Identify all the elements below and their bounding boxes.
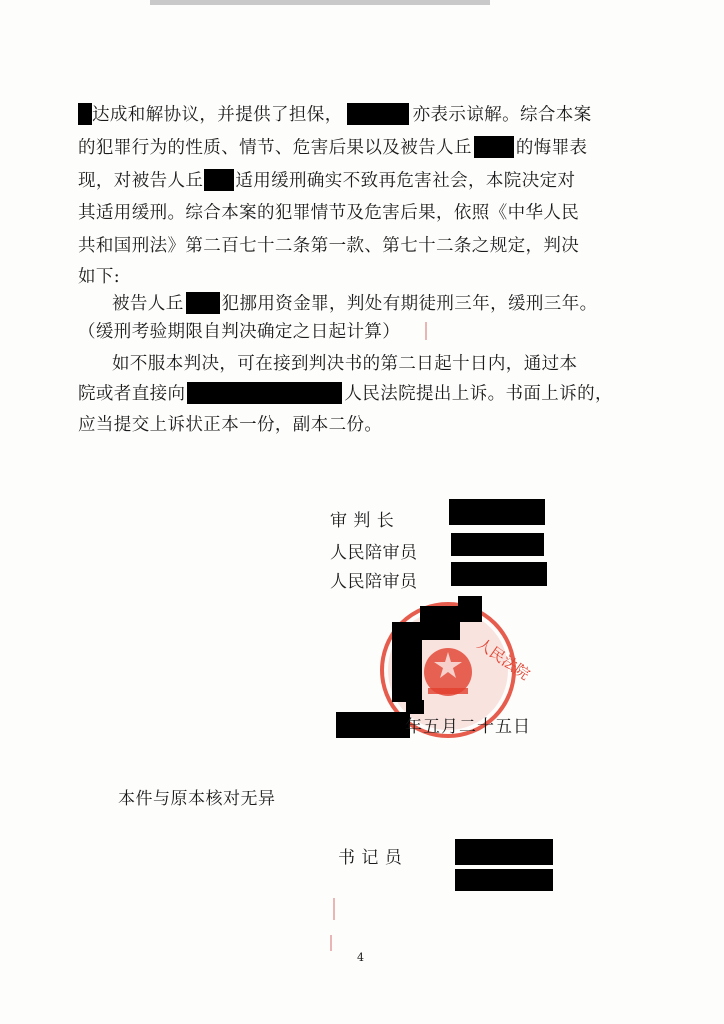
redaction [187, 382, 342, 404]
body-line-6: 如下: [78, 267, 121, 287]
body-line-11: 应当提交上诉状正本一份，副本二份。 [78, 415, 383, 435]
ink-mark [333, 898, 335, 920]
redaction [449, 499, 545, 525]
redaction [474, 136, 514, 158]
body-line-10: 院或者直接向 人民法院提出上诉。书面上诉的， [78, 384, 613, 404]
scan-edge-shadow [150, 0, 490, 5]
redaction [455, 869, 553, 891]
body-line-2: 的犯罪行为的性质、情节、危害后果以及被告人丘 的悔罪表 [78, 138, 588, 158]
redaction [78, 103, 92, 125]
presiding-judge-label: 审 判 长 [330, 511, 395, 531]
juror-1-label: 人民陪审员 [330, 543, 418, 563]
clerk-label: 书 记 员 [338, 848, 403, 868]
redaction [392, 622, 422, 702]
ink-mark [330, 935, 332, 951]
body-line-3: 现，对被告人丘 适用缓刑确实不致再危害社会，本院决定对 [78, 171, 576, 191]
body-line-8: （缓刑考验期限自判决确定之日起计算） [78, 322, 401, 342]
body-line-7: 被告人丘 犯挪用资金罪，判处有期徒刑三年，缓刑三年。 [112, 294, 598, 314]
certification-note: 本件与原本核对无异 [118, 789, 276, 809]
redaction [347, 103, 409, 125]
redaction [204, 169, 234, 191]
body-line-4: 其适用缓刑。综合本案的犯罪情节及危害后果，依照《中华人民 [78, 203, 580, 223]
redaction [451, 562, 547, 586]
judgment-date: 年五月二十五日 [405, 717, 531, 737]
body-line-9: 如不服本判决，可在接到判决书的第二日起十日内，通过本 [112, 354, 578, 374]
redaction [186, 292, 220, 314]
body-line-5: 共和国刑法》第二百七十二条第一款、第七十二条之规定，判决 [78, 236, 580, 256]
ink-mark [425, 322, 427, 340]
redaction [451, 533, 544, 556]
body-line-1: 达成和解协议，并提供了担保， 亦表示谅解。综合本案 [78, 103, 678, 126]
redaction [336, 712, 410, 738]
seal-text: 人民法院 [473, 634, 534, 684]
juror-2-label: 人民陪审员 [330, 572, 418, 592]
redaction [455, 839, 553, 865]
redaction [420, 606, 460, 640]
page-number: 4 [357, 951, 364, 964]
redaction [458, 596, 482, 622]
